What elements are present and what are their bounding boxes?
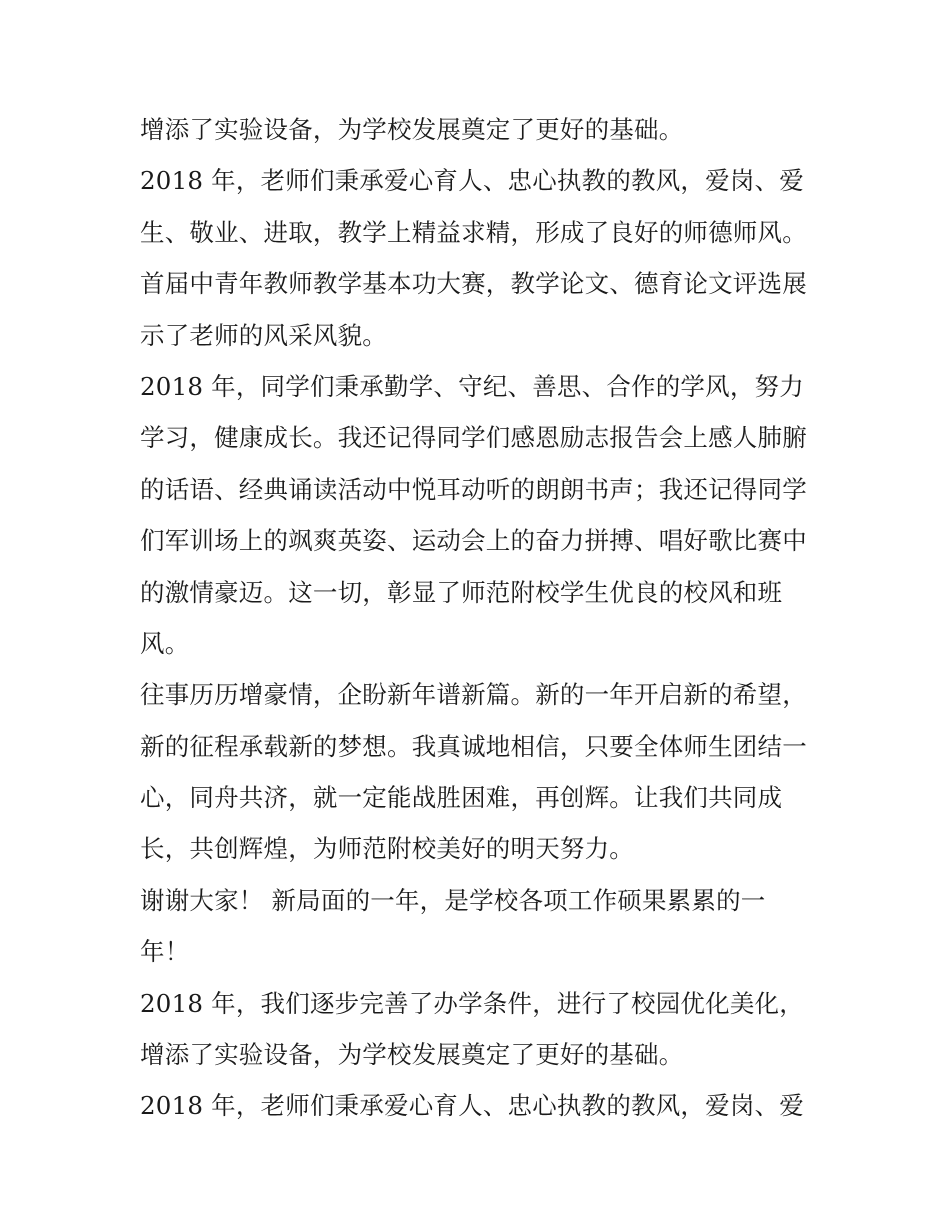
text-line: 2018 年，老师们秉承爱心育人、忠心执教的教风，爱岗、爱 — [140, 166, 804, 196]
document-body — [140, 104, 820, 1132]
text-line: 往事历历增豪情，企盼新年谱新篇。新的一年开启新的希望， — [140, 680, 807, 710]
text-line: 2018 年，我们逐步完善了办学条件，进行了校园优化美化， — [140, 988, 804, 1018]
text-line: 谢谢大家！ 新局面的一年，是学校各项工作硕果累累的一 — [140, 885, 766, 915]
text-line: 示了老师的风采风貌。 — [140, 320, 387, 350]
text-line: 风。 — [140, 628, 190, 658]
text-line: 增添了实验设备，为学校发展奠定了更好的基础。 — [140, 115, 684, 144]
text-line: 首届中青年教师教学基本功大赛，教学论文、德育论文评选展 — [140, 269, 807, 299]
text-line: 的话语、经典诵读活动中悦耳动听的朗朗书声；我还记得同学 — [140, 474, 807, 504]
text-line: 年！ — [140, 937, 190, 967]
text-line: 的激情豪迈。这一切，彰显了师范附校学生优良的校风和班 — [140, 577, 783, 607]
text-line: 增添了实验设备，为学校发展奠定了更好的基础。 — [140, 1040, 684, 1070]
text-line: 2018 年，老师们秉承爱心育人、忠心执教的教风，爱岗、爱 — [140, 1091, 804, 1121]
text-line: 生、敬业、进取，教学上精益求精，形成了良好的师德师风。 — [140, 217, 807, 247]
text-line: 学习，健康成长。我还记得同学们感恩励志报告会上感人肺腑 — [140, 423, 807, 453]
text-line: 长，共创辉煌，为师范附校美好的明天努力。 — [140, 834, 634, 864]
text-line: 心，同舟共济，就一定能战胜困难，再创辉。让我们共同成 — [140, 783, 783, 813]
text-line: 2018 年，同学们秉承勤学、守纪、善思、合作的学风，努力 — [140, 371, 804, 401]
text-line: 新的征程承载新的梦想。我真诚地相信，只要全体师生团结一 — [140, 731, 807, 761]
text-line: 们军训场上的飒爽英姿、运动会上的奋力拼搏、唱好歌比赛中 — [140, 526, 807, 556]
